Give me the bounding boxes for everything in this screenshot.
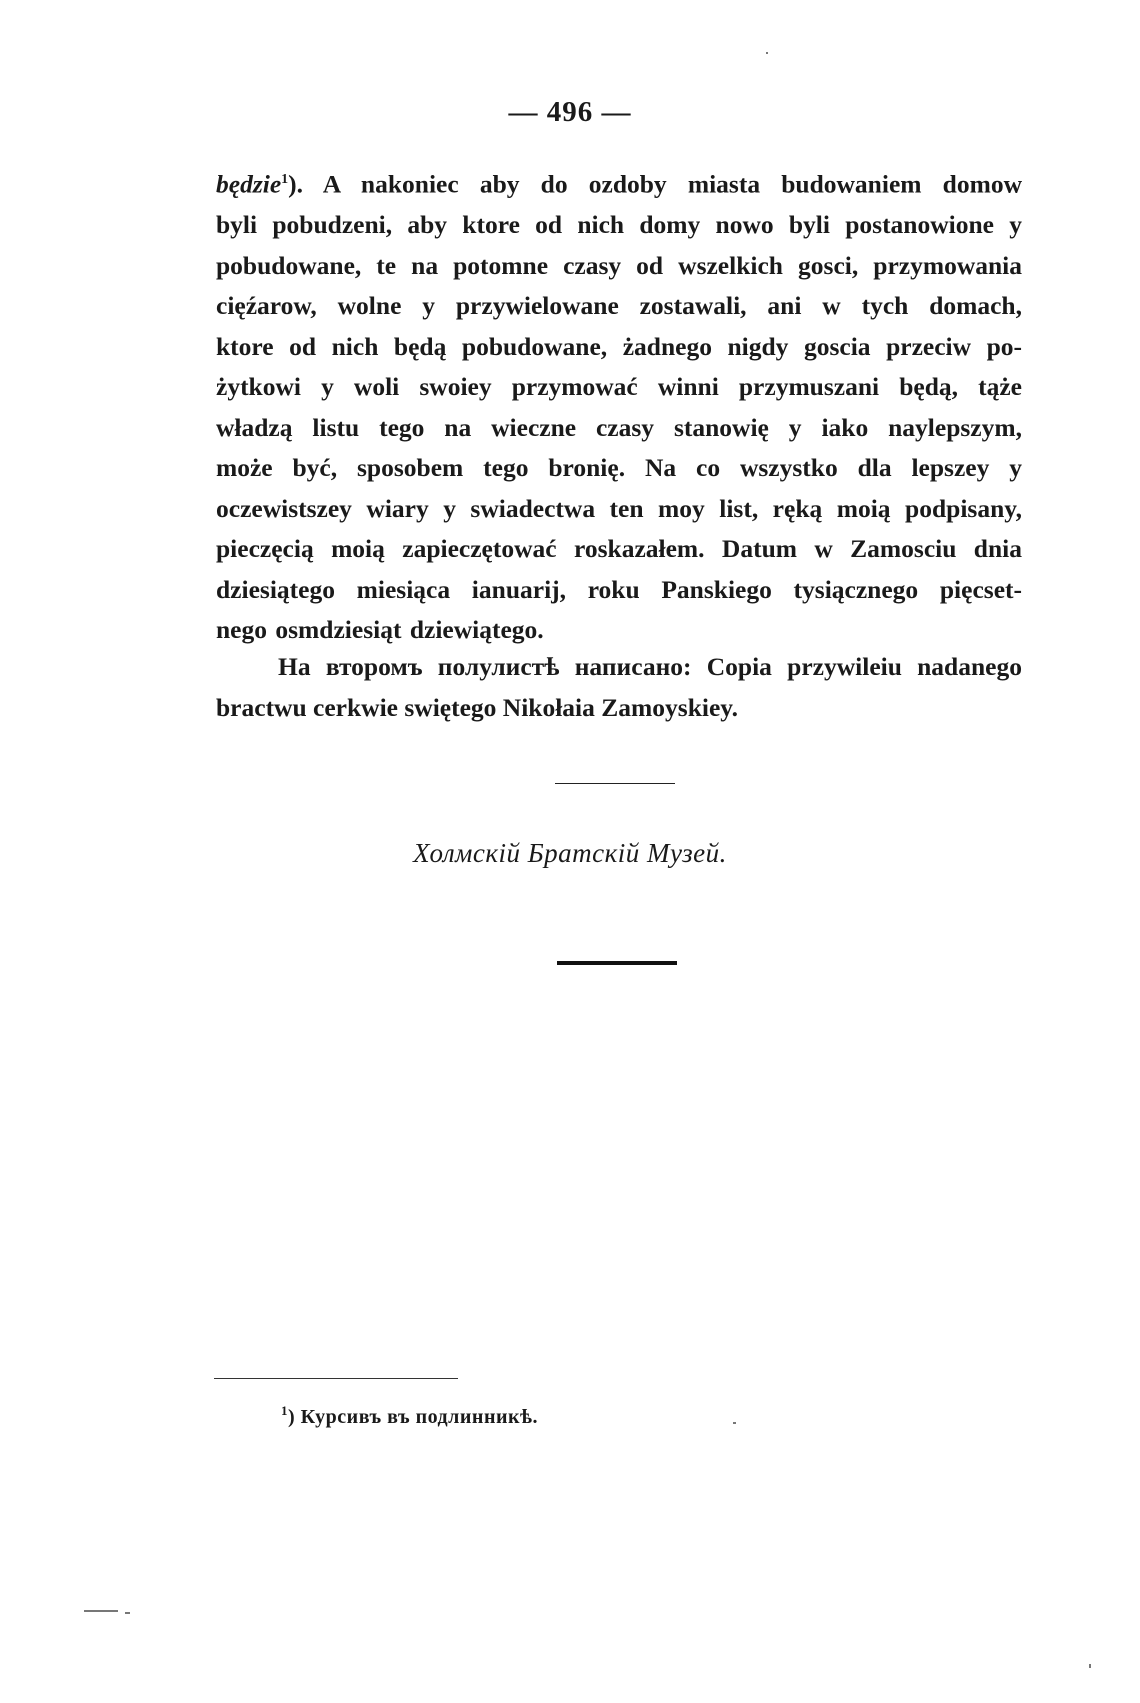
- signature: Холмскій Братскій Музей.: [413, 838, 727, 868]
- main-text-line: ktore od nich będą pobudowane, żadnego nigdy goscia przeciw po-: [216, 331, 1022, 361]
- scan-speck: [125, 1612, 130, 1614]
- end-rule: [557, 961, 677, 965]
- footnote-text: ) Курсивъ въ подлинникѣ.: [288, 1406, 539, 1428]
- separator-rule: [555, 783, 675, 784]
- main-text-line: żytkowi y woli swoiey przymować winni przymuszani będą, tąże: [216, 372, 1022, 401]
- scan-speck: [766, 52, 768, 54]
- footnote-separator: [214, 1378, 458, 1379]
- scan-speck: [1089, 1664, 1091, 1668]
- main-text-line: władzą listu tego na wieczne czasy stanowię y iako naylepszym,: [216, 412, 1022, 442]
- main-text-line: może być, sposobem tego bronię. Na co wszystko dla lepszey y: [216, 453, 1022, 482]
- note-line: bractwu cerkwie swiętego Nikołaia Zamoyskiey.: [216, 693, 738, 722]
- page-number: — 496 —: [508, 96, 632, 128]
- main-text-line-rest: ). A nakoniec aby do ozdoby miasta budowaniem domow: [288, 169, 1022, 199]
- note-line: На второмъ полулистѣ написано: Copia przywileiu nadanego: [278, 652, 1022, 681]
- main-text-line: nego osmdziesiąt dziewiątego.: [216, 615, 544, 644]
- scan-speck: [733, 1422, 736, 1424]
- main-text-block: [216, 160, 1022, 651]
- footnote-number: 1: [281, 1403, 288, 1418]
- main-text-line: dziesiątego miesiąca ianuarij, roku Panskiego tysiącznego pięcset-: [216, 574, 1022, 604]
- main-text-line: oczewistszey wiary y swiadectwa ten moy list, ręką moią podpisany,: [216, 493, 1022, 523]
- scan-speck: [84, 1610, 118, 1612]
- main-text-line: pieczęcią moią zapieczętować roskazałem. Datum w Zamosciu dnia: [216, 534, 1022, 563]
- footnote-marker: 1: [281, 172, 289, 187]
- main-text-line: cięźarow, wolne y przywielowane zostawali, ani w tych domach,: [216, 291, 1022, 320]
- italic-word: będzie: [216, 169, 282, 199]
- main-text-line: pobudowane, te na potomne czasy od wszelkich gosci, przymowania: [216, 250, 1022, 280]
- main-text-line: byli pobudzeni, aby ktore od nich domy nowo byli postanowione y: [216, 210, 1022, 239]
- main-text-line: [216, 160, 1022, 205]
- footnote: [281, 1403, 538, 1429]
- note-paragraph: [216, 646, 1022, 728]
